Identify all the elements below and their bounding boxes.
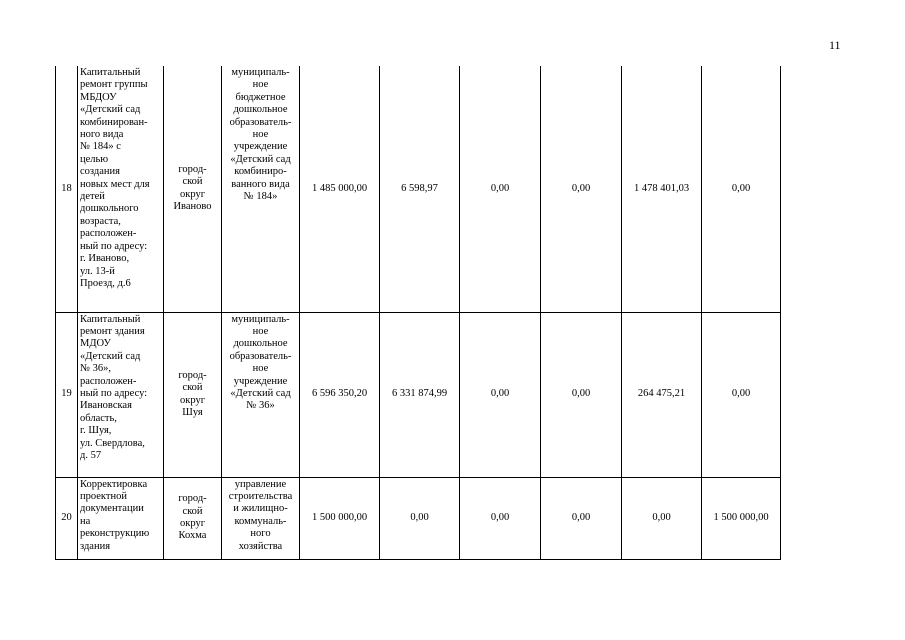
- organization-line: комбиниро-: [234, 166, 287, 178]
- organization-line: муниципаль-: [231, 313, 290, 325]
- project-description-line: расположен-: [80, 375, 137, 387]
- project-description-line: № 184» с: [80, 141, 121, 153]
- project-description-line: № 36»,: [80, 363, 112, 375]
- organization-line: ное: [252, 363, 269, 375]
- municipality: [164, 312, 222, 477]
- value-col-2: 6 331 874,99: [380, 312, 460, 477]
- project-description: [78, 477, 164, 559]
- organization-line: «Детский сад: [230, 153, 291, 165]
- project-description-line: г. Иваново,: [80, 253, 130, 265]
- municipality-line: Кохма: [178, 530, 207, 542]
- value-total: 1 500 000,00: [300, 477, 380, 559]
- organization: [222, 477, 300, 559]
- value-col-4: 0,00: [541, 66, 622, 312]
- organization-line: учреждение: [233, 141, 288, 153]
- organization-line: «Детский сад: [230, 387, 291, 399]
- municipality-line: округ: [179, 394, 206, 406]
- value-total: 6 596 350,20: [300, 312, 380, 477]
- organization-line: строительства: [228, 490, 293, 502]
- organization-line: учреждение: [233, 375, 288, 387]
- organization-line: хозяйства: [238, 540, 283, 552]
- project-description-line: Капитальный: [80, 313, 141, 325]
- project-description-line: документации: [80, 503, 144, 515]
- organization-line: № 184»: [243, 191, 278, 203]
- organization-line: ванного вида: [231, 178, 290, 190]
- organization-line: ное: [252, 325, 269, 337]
- project-description-line: Ивановская: [80, 400, 132, 412]
- value-col-4: 0,00: [541, 312, 622, 477]
- project-description-line: создания: [80, 166, 120, 178]
- value-col-2: 6 598,97: [380, 66, 460, 312]
- organization-line: управление: [234, 478, 287, 490]
- project-description-line: расположен-: [80, 228, 137, 240]
- value-col-2: 0,00: [380, 477, 460, 559]
- project-description-line: ул. Свердлова,: [80, 437, 145, 449]
- value-col-6: 0,00: [702, 312, 781, 477]
- municipality-line: ской: [182, 505, 203, 517]
- project-description-line: г. Шуя,: [80, 425, 112, 437]
- project-description-line: целью: [80, 153, 109, 165]
- organization-line: бюджетное: [235, 91, 286, 103]
- project-description-line: комбинирован-: [80, 116, 148, 128]
- organization-line: ное: [252, 79, 269, 91]
- organization-line: дошкольное: [233, 104, 288, 116]
- project-description: [78, 312, 164, 477]
- municipality-line: округ: [179, 518, 206, 529]
- value-col-6: 1 500 000,00: [702, 477, 781, 559]
- project-description-line: Корректировка: [80, 478, 148, 490]
- project-description-line: ный по адресу:: [80, 387, 148, 399]
- project-description-line: ремонт здания: [80, 325, 145, 337]
- row-number: 19: [56, 312, 78, 477]
- municipality-line: Иваново: [173, 201, 212, 213]
- project-description-line: на: [80, 515, 91, 527]
- value-col-5: 1 478 401,03: [622, 66, 702, 312]
- table-row: [56, 477, 781, 559]
- project-description-line: здания: [80, 540, 111, 552]
- organization-line: образователь-: [229, 350, 292, 362]
- project-description-line: Капитальный: [80, 67, 141, 78]
- project-description-line: д. 57: [80, 449, 102, 461]
- value-col-4: 0,00: [541, 477, 622, 559]
- organization-line: ное: [252, 129, 269, 141]
- value-col-6: 0,00: [702, 66, 781, 312]
- municipality-line: округ: [179, 188, 206, 200]
- project-description-line: проектной: [80, 490, 127, 502]
- project-description-line: ного вида: [80, 129, 124, 141]
- municipality-line: Шуя: [182, 406, 203, 418]
- project-description-line: ул. 13-й: [80, 265, 115, 277]
- project-description-line: «Детский сад: [80, 350, 141, 362]
- organization-line: образователь-: [229, 116, 292, 128]
- table-row: [56, 66, 781, 312]
- project-description-line: МДОУ: [80, 338, 111, 350]
- municipality-line: город-: [178, 163, 207, 175]
- organization-line: муниципаль-: [231, 67, 290, 78]
- project-description: [78, 66, 164, 312]
- organization-line: и жилищно-: [233, 503, 288, 515]
- project-description-line: область,: [80, 412, 117, 424]
- project-description-line: ремонт группы: [80, 79, 148, 91]
- municipality: [164, 477, 222, 559]
- project-description-line: детей: [80, 191, 105, 203]
- project-description-line: реконструкцию: [80, 528, 150, 540]
- project-description-line: МБДОУ: [80, 91, 117, 103]
- project-table: [55, 66, 781, 560]
- municipality-line: город-: [178, 493, 207, 505]
- project-description-line: Проезд, д.6: [80, 277, 131, 289]
- project-description-line: дошкольного: [80, 203, 139, 215]
- table-row: [56, 312, 781, 477]
- organization-line: № 36»: [246, 400, 275, 412]
- value-col-5: 0,00: [622, 477, 702, 559]
- municipality: [164, 66, 222, 312]
- organization-line: ного: [250, 528, 271, 540]
- municipality-line: ской: [182, 382, 203, 394]
- organization-line: дошкольное: [233, 338, 288, 350]
- value-col-3: 0,00: [460, 66, 541, 312]
- project-description-line: новых мест для: [80, 178, 150, 190]
- organization: [222, 312, 300, 477]
- project-description-line: ный по адресу:: [80, 240, 148, 252]
- organization: [222, 66, 300, 312]
- organization-line: коммуналь-: [234, 515, 287, 527]
- value-col-3: 0,00: [460, 312, 541, 477]
- row-number: 20: [56, 477, 78, 559]
- value-col-5: 264 475,21: [622, 312, 702, 477]
- page-number: 11: [829, 38, 841, 52]
- value-total: 1 485 000,00: [300, 66, 380, 312]
- project-description-line: возраста,: [80, 215, 121, 227]
- value-col-3: 0,00: [460, 477, 541, 559]
- project-description-line: «Детский сад: [80, 104, 141, 116]
- row-number: 18: [56, 66, 78, 312]
- municipality-line: город-: [178, 369, 207, 381]
- municipality-line: ской: [182, 176, 203, 188]
